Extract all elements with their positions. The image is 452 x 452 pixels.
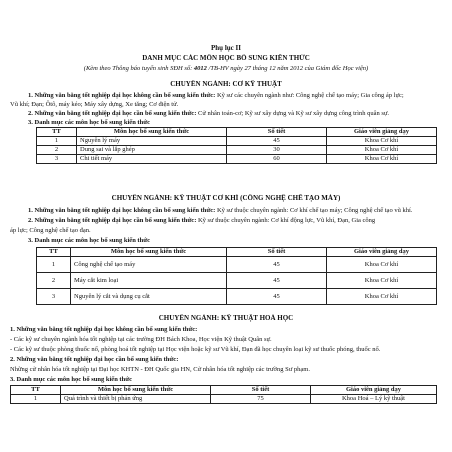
cell-hours: 45 [227,257,327,273]
table-row [11,395,437,404]
cell-tt: 1 [11,395,61,404]
cell-hours: 45 [227,289,327,305]
cell-teacher: Khoa Cơ khí [327,146,437,155]
col-header-tt: TT [37,248,71,257]
document-title: DANH MỤC CÁC MÔN HỌC BỔ SUNG KIẾN THỨC [142,54,310,62]
section-3-para-2: 2. Những văn bằng tốt nghiệp đại học cần bổ sung kiến thức: [10,356,179,363]
para-text: Cử nhân toán-cơ; Kỹ sư xây dựng và Kỹ sư xây dựng công trình quân sự. [196,110,390,117]
cell-teacher: Khoa Cơ khí [327,155,437,164]
table-row [37,257,437,273]
table-header-row [37,128,437,137]
section-heading-ky-thuat-co-khi: CHUYÊN NGÀNH: KỸ THUẬT CƠ KHÍ (CÔNG NGHỆ CHẾ TẠO MÁY) [111,194,341,202]
col-header-hours: Số tiết [227,128,327,137]
section-2-para-2-cont: áp lực; Công nghệ chế tạo đạn. [10,227,91,234]
col-header-tt: TT [37,128,77,137]
col-header-tt: TT [11,386,61,395]
cell-subject: Nguyên lý máy [77,137,227,146]
section-3-table [10,385,437,404]
cell-teacher: Khoa Cơ khí [327,289,437,305]
section-3-bullet-1: - Các kỹ sư chuyên ngành hóa tốt nghiệp tại các trường ĐH Bách Khoa, Học viện Kỹ thuật Quân sự. [10,336,272,343]
section-2-para-1 [28,206,442,215]
col-header-teacher: Giáo viên giảng dạy [327,128,437,137]
col-header-teacher: Giáo viên giảng dạy [327,248,437,257]
table-row [37,273,437,289]
section-2-para-2 [28,216,442,225]
table-row [37,155,437,164]
cell-subject: Nguyên lý cắt và dụng cụ cắt [71,289,227,305]
cell-tt: 3 [37,289,71,305]
section-1-para-1 [28,91,442,100]
col-header-subject: Môn học bổ sung kiến thức [61,386,211,395]
section-3-para-2-cont: Những cử nhân hóa tốt nghiệp tại Đại học KHTN - ĐH Quốc gia HN, Cử nhân hóa tốt nghiệp các trường Sư phạm. [10,366,310,373]
section-1-para-3: 3. Danh mục các môn học bổ sung kiến thức [28,119,150,126]
section-3-bullet-2: - Các kỹ sư thuộc phòng thuốc nổ, phòng hoá tốt nghiệp tại Học viện hoặc kỹ sư Vũ khí, Đạn đã học chuyên loại kỹ sư thuốc phóng, thuốc nổ. [10,346,381,353]
section-3-para-1: 1. Những văn bằng tốt nghiệp đại học không cần bổ sung kiến thức: [10,326,198,333]
table-row [37,289,437,305]
cell-hours: 75 [211,395,311,404]
para-label: 2. Những văn bằng tốt nghiệp đại học cần bổ sung kiến thức: [28,110,197,117]
section-1-para-1-cont: Vũ khí; Đạn; Ôtô, máy kéo; Máy xây dựng, Xe tăng; Cơ điện tử. [10,101,179,108]
section-heading-ky-thuat-hoa-hoc: CHUYÊN NGÀNH: KỸ THUẬT HOÁ HỌC [158,314,294,322]
col-header-teacher: Giáo viên giảng dạy [311,386,437,395]
section-1-table [36,127,437,164]
section-2-table [36,247,437,305]
cell-subject: Quá trình và thiết bị phản ứng [61,395,211,404]
section-2-para-3: 3. Danh mục các môn học bổ sung kiến thức [28,237,150,244]
cell-subject: Công nghệ chế tạo máy [71,257,227,273]
section-1-para-2 [28,109,442,118]
col-header-subject: Môn học bổ sung kiến thức [77,128,227,137]
cell-subject: Dung sai và lắp ghép [77,146,227,155]
table-row [37,146,437,155]
cell-tt: 2 [37,273,71,289]
para-text: Kỹ sư thuộc chuyên ngành: Cơ khí chế tạo máy; Công nghệ chế tạo vũ khí. [215,207,413,214]
subtitle-prefix: (Kèm theo Thông báo tuyển sinh SĐH số: [83,65,193,72]
para-text: Kỹ sư thuộc chuyên ngành: Cơ khí động lực, Vũ khí, Đạn, Gia công [196,217,376,224]
cell-hours: 45 [227,137,327,146]
table-header-row [37,248,437,257]
col-header-subject: Môn học bổ sung kiến thức [71,248,227,257]
notice-number: 4012 [193,65,207,72]
section-heading-co-ky-thuat: CHUYÊN NGÀNH: CƠ KỸ THUẬT [170,80,282,88]
cell-hours: 60 [227,155,327,164]
table-row [37,137,437,146]
section-3-para-3: 3. Danh mục các môn học bổ sung kiến thức [10,376,132,383]
cell-tt: 1 [37,257,71,273]
col-header-hours: Số tiết [227,248,327,257]
cell-hours: 30 [227,146,327,155]
cell-tt: 3 [37,155,77,164]
subtitle-suffix: /TB-HV ngày 27 tháng 12 năm 2012 của Giám đốc Học viện) [206,65,369,72]
col-header-hours: Số tiết [211,386,311,395]
cell-subject: Máy cắt kim loại [71,273,227,289]
cell-subject: Chi tiết máy [77,155,227,164]
cell-teacher: Khoa Hoá – Lý kỹ thuật [311,395,437,404]
cell-tt: 2 [37,146,77,155]
para-text: Kỹ sư các chuyên ngành như: Công nghệ chế tạo máy; Gia công áp lực; [215,92,404,99]
para-label: 1. Những văn bằng tốt nghiệp đại học không cần bổ sung kiến thức: [28,92,216,99]
para-label: 1. Những văn bằng tốt nghiệp đại học không cần bổ sung kiến thức: [28,207,216,214]
cell-teacher: Khoa Cơ khí [327,273,437,289]
para-label: 2. Những văn bằng tốt nghiệp đại học cần bổ sung kiến thức: [28,217,197,224]
cell-teacher: Khoa Cơ khí [327,137,437,146]
document-subtitle [10,64,442,73]
cell-teacher: Khoa Cơ khí [327,257,437,273]
cell-hours: 45 [227,273,327,289]
cell-tt: 1 [37,137,77,146]
table-header-row [11,386,437,395]
appendix-label: Phụ lục II [211,44,241,52]
